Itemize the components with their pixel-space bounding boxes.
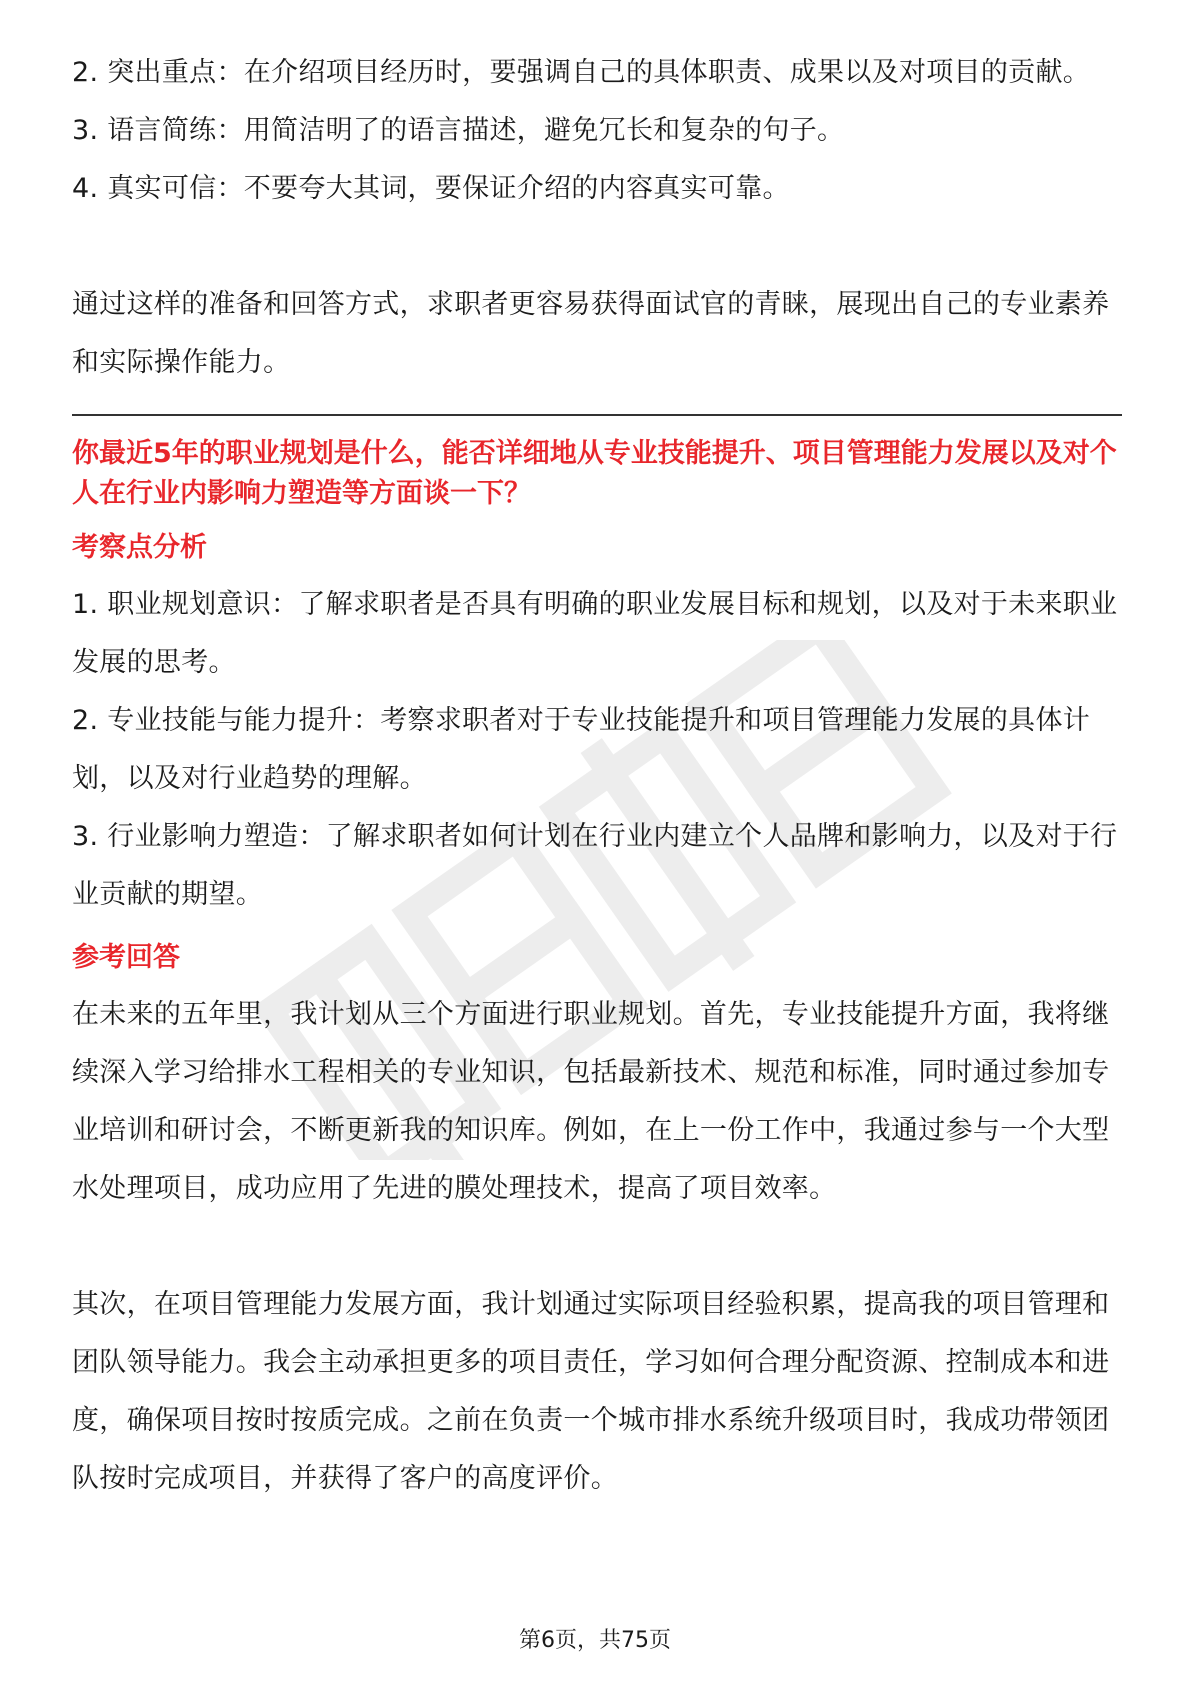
list-item: 3. 语言简练：用简洁明了的语言描述，避免冗长和复杂的句子。 [72,115,845,146]
analysis-item: 2. 专业技能与能力提升：考察求职者对于专业技能提升和项目管理能力发展的具体计划，以及对行业趋势的理解。 [72,705,1091,794]
answer-paragraph: 在未来的五年里，我计划从三个方面进行职业规划。首先，专业技能提升方面，我将继续深入学习给排水工程相关的专业知识，包括最新技术、规范和标准，同时通过参加专业培训和研讨会，不断更新我的知识库。例如，在上一份工作中，我通过参与一个大型水处理项目，成功应用了先进的膜处理技术，提高了项目效率。 [72,999,1110,1204]
paragraph-gap [72,1218,1122,1276]
analysis-item: 3. 行业影响力塑造：了解求职者如何计划在行业内建立个人品牌和影响力，以及对于行业贡献的期望。 [72,821,1118,910]
paragraph-gap [72,218,1122,276]
section-divider [72,414,1122,416]
page-number: 第6页，共75页 [519,1628,671,1653]
analysis-heading: 考察点分析 [72,532,207,563]
summary-paragraph: 通过这样的准备和回答方式，求职者更容易获得面试官的青睐，展现出自己的专业素养和实际操作能力。 [72,289,1110,378]
answer-heading: 参考回答 [72,942,180,973]
analysis-item: 1. 职业规划意识：了解求职者是否具有明确的职业发展目标和规划，以及对于未来职业发展的思考。 [72,589,1118,678]
answer-paragraph: 其次，在项目管理能力发展方面，我计划通过实际项目经验积累，提高我的项目管理和团队领导能力。我会主动承担更多的项目责任，学习如何合理分配资源、控制成本和进度，确保项目按时按质完成。之前在负责一个城市排水系统升级项目时，我成功带领团队按时完成项目，并获得了客户的高度评价。 [72,1289,1110,1494]
document-body [72,44,1122,1508]
list-item: 4. 真实可信：不要夸大其词，要保证介绍的内容真实可靠。 [72,173,790,204]
interview-question: 你最近5年的职业规划是什么，能否详细地从专业技能提升、项目管理能力发展以及对个人在行业内影响力塑造等方面谈一下？ [72,438,1117,509]
list-item: 2. 突出重点：在介绍项目经历时，要强调自己的具体职责、成果以及对项目的贡献。 [72,57,1091,88]
